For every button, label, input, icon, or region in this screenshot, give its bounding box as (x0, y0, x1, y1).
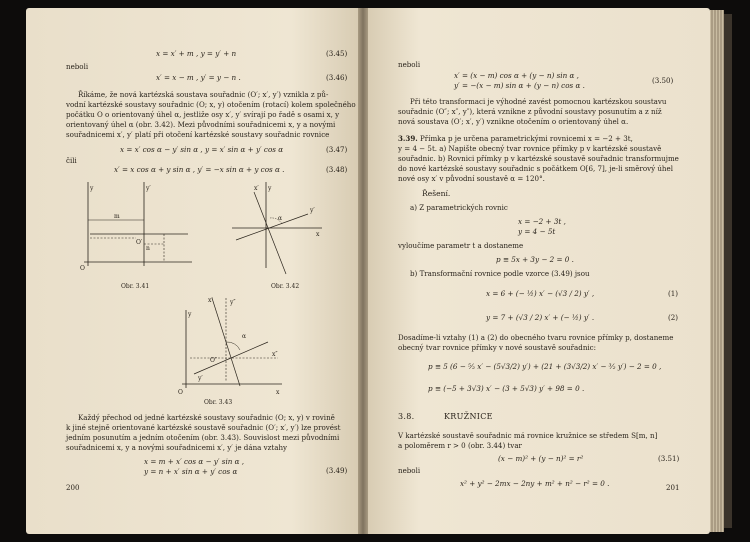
fig341-label-m: m (114, 213, 120, 220)
equation-3-50b: y′ = −(x − m) sin α + (y − n) cos α . (454, 81, 585, 90)
paragraph-line: Dosadíme-li vztahy (1) a (2) do obecného tvaru rovnice přímky p, dostaneme (398, 333, 674, 342)
equation-3-48: x′ = x cos α + y sin α , y′ = −x sin α + y cos α . (114, 165, 285, 174)
equation-number: (3.48) (326, 165, 348, 174)
example-line: nové osy x′ v původní soustavě α = 120°. (398, 174, 545, 183)
fig343-label-yprime: y′ (198, 375, 203, 382)
fig343-label-origin: O″ (210, 357, 218, 364)
equation-3-49a: x = m + x′ cos α − y′ sin α , (144, 457, 245, 466)
paragraph-line: vyloučíme parametr t a dostaneme (398, 241, 524, 250)
expanded-circle-equation: x² + y² − 2mx − 2ny + m² + n² − r² = 0 . (460, 479, 610, 488)
paragraph-line: Říkáme, že nová kartézská soustava souřadnic (O′; x′, y′) vznikla z pů- (78, 90, 329, 99)
figure-3-41 (76, 178, 196, 278)
book-cover-edge (724, 14, 732, 528)
text-neboli: neboli (398, 466, 421, 475)
paragraph-line: orientovaný úhel α (obr. 3.42). Mezi původními souřadnicemi x, y a novými (66, 120, 336, 129)
page-number: 201 (666, 483, 680, 492)
paragraph-line: souřadnicemi x, y a novými souřadnicemi x′, y′ je dána vztahy (66, 443, 288, 452)
equation-3-50a: x′ = (x − m) cos α + (y − n) sin α , (454, 71, 579, 80)
paragraph-line: a poloměrem r > 0 (obr. 3.44) tvar (398, 441, 522, 450)
transform-equation-2: y = 7 + (√3 / 2) x′ + (− ½) y′ . (486, 313, 595, 322)
paragraph-line: Každý přechod od jedné kartézské soustavy souřadnic (O; x, y) v rovině (78, 413, 335, 422)
example-line (398, 134, 633, 143)
page-edges (710, 10, 724, 532)
equation-number: (3.47) (326, 145, 348, 154)
example-line: y = 4 − 5t. a) Napište obecný tvar rovnice přímky p v kartézské soustavě (398, 144, 662, 153)
fig341-label-n: n (146, 245, 150, 252)
fig342-label-x: x (316, 231, 320, 238)
example-line: souřadnic. b) Rovnici přímky p v kartézské soustavě souřadnic transformujme (398, 154, 679, 163)
fig343-label-ydoubleprime: y″ (230, 299, 236, 306)
figure-3-42-caption: Obr. 3.42 (271, 283, 300, 290)
section-title: KRUŽNICE (444, 412, 493, 421)
section-number: 3.8. (398, 412, 415, 421)
text-neboli: neboli (398, 60, 421, 69)
paragraph-line: nová soustava (O′; x′, y′) vznikne otočením o orientovaný úhel α. (398, 117, 629, 126)
param-equation-y: y = 4 − 5t (518, 227, 556, 236)
param-equation-x: x = −2 + 3t , (518, 217, 566, 226)
figure-3-43-caption: Obr. 3.43 (204, 399, 233, 406)
equation-3-51: (x − m)² + (y − n)² = r² (498, 454, 584, 463)
fig341-label-y: y (90, 185, 94, 192)
equation-number: (3.45) (326, 49, 348, 58)
paragraph-line: V kartézské soustavě souřadnic má rovnice kružnice se středem S[m, n] (398, 431, 658, 440)
example-text: Přímka p je určena parametrickými rovnicemi x = −2 + 3t, (417, 134, 633, 143)
equation-3-46: x′ = x − m , y′ = y − n . (156, 73, 241, 82)
equation-number: (3.49) (326, 466, 348, 475)
text-cili: čili (66, 156, 77, 165)
fig343-label-xdoubleprime: x″ (272, 351, 278, 358)
figure-3-42 (226, 178, 326, 278)
fig342-label-yprime: y′ (310, 207, 315, 214)
fig341-label-yprime: y′ (146, 185, 151, 192)
paragraph-line: počátku O o orientovaný úhel α, jestliže osy x′, y′ svírají po řadě s osami x, y (66, 110, 340, 119)
equation-number: (3.51) (658, 454, 680, 463)
fig343-label-y: y (188, 311, 192, 318)
paragraph-line: k jiné stejně orientované kartézské soustavě souřadnic (O′; x′, y′) lze provést (66, 423, 341, 432)
fig343-label-o: O (178, 389, 183, 396)
equation-3-49b: y = n + x′ sin α + y′ cos α (144, 467, 238, 476)
paragraph-line: vodní kartézské soustavy souřadnic (O; x, y) otočením (rotací) kolem společného (66, 100, 356, 109)
fig343-label-x: x (276, 389, 280, 396)
example-line: do nové kartézské soustavy souřadnic s počátkem O[6, 7], je-li směrový úhel (398, 164, 673, 173)
text-neboli: neboli (66, 62, 89, 71)
page-number: 200 (66, 483, 80, 492)
substituted-equation: p ≡ 5 (6 − ⁵⁄₂ x′ − (5√3/2) y′) + (21 + (3√3/2) x′ − ³⁄₂ y′) − 2 = 0 , (428, 362, 662, 371)
part-b-label: b) Transformační rovnice podle vzorce (3.49) jsou (410, 269, 590, 278)
right-page (368, 8, 710, 534)
example-number: 3.39. (398, 134, 418, 143)
figure-3-43 (176, 290, 286, 398)
equation-number: (3.46) (326, 73, 348, 82)
equation-number: (1) (668, 289, 679, 298)
part-a-label: a) Z parametrických rovnic (410, 203, 508, 212)
fig341-label-o: O (80, 265, 85, 272)
final-equation: p ≡ (−5 + 3√3) x′ − (3 + 5√3) y′ + 98 = 0 . (428, 384, 585, 393)
fig342-label-xprime: x′ (254, 185, 259, 192)
fig343-label-xprime: x′ (208, 297, 213, 304)
equation-3-47: x = x′ cos α − y′ sin α , y = x′ sin α + y′ cos α (120, 145, 284, 154)
paragraph-line: jedním posunutím a jedním otočením (obr. 3.43). Souvislost mezi původními (66, 433, 340, 442)
fig343-label-alpha: α (242, 333, 247, 340)
paragraph-line: obecný tvar rovnice přímky v nové soustavě souřadnic: (398, 343, 597, 352)
paragraph-line: Při této transformaci je výhodné zavést pomocnou kartézskou soustavu (410, 97, 667, 106)
equation-number: (3.50) (652, 76, 674, 85)
paragraph-line: souřadnicemi x′, y′ platí při otočení kartézské soustavy souřadnic rovnice (66, 130, 330, 139)
solution-heading: Řešení. (422, 189, 451, 198)
figure-3-41-caption: Obr. 3.41 (121, 283, 150, 290)
equation-3-45: x = x′ + m , y = y′ + n (156, 49, 237, 58)
transform-equation-1: x = 6 + (− ½) x′ − (√3 / 2) y′ , (486, 289, 595, 298)
equation-number: (2) (668, 313, 679, 322)
general-equation: p ≡ 5x + 3y − 2 = 0 . (496, 255, 574, 264)
fig341-label-oprime: O′ (136, 239, 143, 246)
fig342-label-y: y (268, 185, 272, 192)
fig342-label-alpha: α (278, 215, 283, 222)
paragraph-line: souřadnic (O″; x″, y″), která vznikne z původní soustavy posunutím a z níž (398, 107, 662, 116)
left-page (26, 8, 358, 534)
